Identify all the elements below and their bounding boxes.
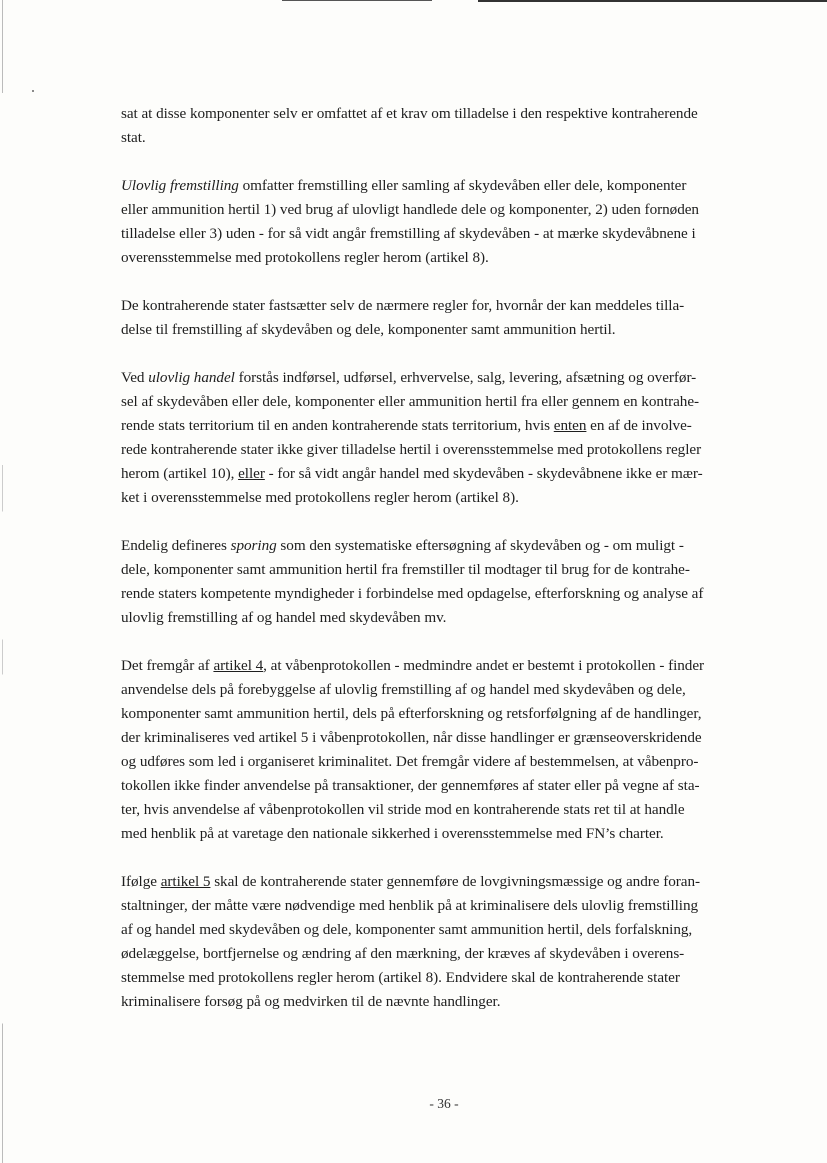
text-segment: en af de involve- [586,417,692,434]
text-segment: eller ammunition hertil 1) ved brug af ulovligt handlede dele og komponenter, 2) uden fornøden [121,201,699,218]
text-line [121,894,773,918]
text-segment: sel af skydevåben eller dele, komponenter eller ammunition hertil fra eller gennem en kontrahe- [121,393,700,410]
text-line [121,486,773,510]
text-line [121,294,773,318]
italic-text: ulovlig handel [148,369,235,386]
text-segment: Endelig defineres [121,537,231,554]
text-line [121,678,773,702]
text-line [121,414,773,438]
text-segment: Ved [121,369,149,386]
italic-text: sporing [230,537,277,554]
text-line [121,606,773,630]
text-segment: rende stats territorium til en anden kontraherende stats territorium, hvis [121,417,554,434]
text-segment: tilladelse eller 3) uden - for så vidt angår fremstilling af skydevåben - at mærke skydevåbnene i [121,225,696,242]
paragraph [121,294,773,342]
text-segment: Det fremgår af [121,657,214,674]
text-segment: ødelæggelse, bortfjernelse og ændring af den mærkning, der kræves af skydevåben i overens- [121,945,685,962]
text-line [121,246,773,270]
scan-speck [32,90,34,92]
text-segment: og udføres som led i organiseret kriminalitet. Det fremgår videre af bestemmelsen, at våbenpro- [121,753,699,770]
text-line [121,990,773,1014]
text-segment: der kriminaliseres ved artikel 5 i våbenprotokollen, når disse handlinger er grænseoverskridende [121,729,702,746]
paragraph [121,366,773,510]
text-segment: staltninger, der måtte være nødvendige med henblik på at kriminalisere dels ulovlig fremstilling [121,897,699,914]
text-line [121,966,773,990]
text-segment: ket i overensstemmelse med protokollens regler herom (artikel 8). [121,489,519,506]
text-segment: af og handel med skydevåben og dele, komponenter samt ammunition hertil, dels forfalskning, [121,921,693,938]
scan-line-top-right [478,0,827,2]
paragraph [121,870,773,1014]
text-segment: komponenter samt ammunition hertil, dels på efterforskning og retsforfølgning af de handlinger, [121,705,702,722]
text-line [121,366,773,390]
text-segment: skal de kontraherende stater gennemføre de lovgivningsmæssige og andre foran- [210,873,700,890]
text-line [121,654,773,678]
text-segment: ulovlig fremstilling af og handel med skydevåben mv. [121,609,447,626]
scan-edge-left [2,0,3,1163]
text-line [121,174,773,198]
text-segment: Ifølge [121,873,161,890]
text-line [121,798,773,822]
text-segment: stemmelse med protokollens regler herom (artikel 8). Endvidere skal de kontraherende stater [121,969,680,986]
text-segment: rede kontraherende stater ikke giver tilladelse hertil i overensstemmelse med protokollens regler [121,441,702,458]
text-line [121,870,773,894]
underline-text: artikel 4 [213,657,264,674]
text-segment: anvendelse dels på forebyggelse af ulovlig fremstilling af og handel med skydevåben og dele, [121,681,686,698]
text-segment: rende staters kompetente myndigheder i forbindelse med opdagelse, efterforskning og analyse af [121,585,704,602]
text-line [121,918,773,942]
text-segment: dele, komponenter samt ammunition hertil fra fremstiller til modtager til brug for de kontrahe- [121,561,690,578]
text-segment: - for så vidt angår handel med skydevåben - skydevåbnene ikke er mær- [264,465,703,482]
text-line [121,318,773,342]
paragraph [121,654,773,846]
text-segment: delse til fremstilling af skydevåben og dele, komponenter samt ammunition hertil. [121,321,616,338]
text-segment: tokollen ikke finder anvendelse på transaktioner, der gennemføres af stater eller på vegne af sta- [121,777,700,794]
text-line [121,702,773,726]
text-segment: stat. [121,129,146,146]
text-line [121,390,773,414]
text-line [121,750,773,774]
paragraph [121,174,773,270]
paragraph [121,534,773,630]
text-line [121,942,773,966]
text-line [121,534,773,558]
text-segment: sat at disse komponenter selv er omfattet af et krav om tilladelse i den respektive kontraherende [121,105,698,122]
text-segment: herom (artikel 10), [121,465,239,482]
italic-text: Ulovlig fremstilling [121,177,239,194]
underline-text: eller [238,465,265,482]
text-segment: som den systematiske eftersøgning af skydevåben og - om muligt - [276,537,684,554]
underline-text: enten [553,417,587,434]
text-line [121,774,773,798]
paragraph [121,102,773,150]
text-segment: , at våbenprotokollen - medmindre andet er bestemt i protokollen - finder [263,657,705,674]
text-line [121,126,773,150]
text-line [121,222,773,246]
page-content [121,102,773,1038]
scan-line-top-left [282,0,432,1]
text-line [121,558,773,582]
text-segment: kriminalisere forsøg på og medvirken til de nævnte handlinger. [121,993,501,1010]
text-segment: overensstemmelse med protokollens regler herom (artikel 8). [121,249,489,266]
text-segment: forstås indførsel, udførsel, erhvervelse, salg, levering, afsætning og overfør- [234,369,697,386]
text-line [121,102,773,126]
text-line [121,462,773,486]
text-line [121,726,773,750]
text-segment: De kontraherende stater fastsætter selv de nærmere regler for, hvornår der kan meddeles tilla- [121,297,685,314]
text-segment: omfatter fremstilling eller samling af skydevåben eller dele, komponenter [238,177,687,194]
text-line [121,582,773,606]
text-line [121,198,773,222]
text-segment: ter, hvis anvendelse af våbenprotokollen vil stride mod en kontraherende stats ret til at handle [121,801,685,818]
text-line [121,438,773,462]
text-segment: med henblik på at varetage den nationale sikkerhed i overensstemmelse med FN’s charter. [121,825,664,842]
underline-text: artikel 5 [160,873,211,890]
page-number: - 36 - [429,1096,459,1111]
text-line [121,822,773,846]
